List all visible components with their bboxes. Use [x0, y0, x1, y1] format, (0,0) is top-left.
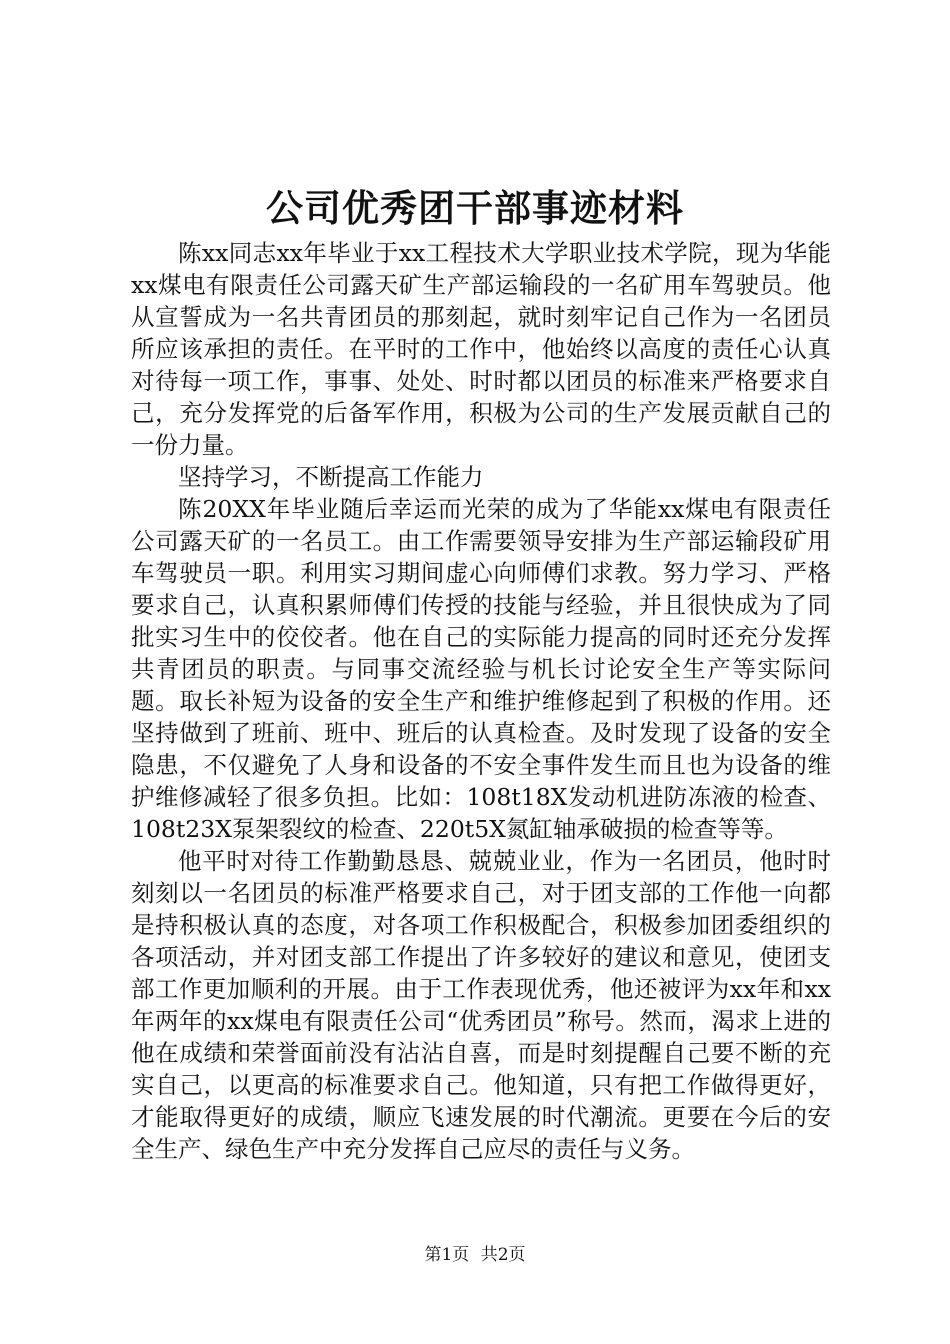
paragraph-intro: 陈xx同志xx年毕业于xx工程技术大学职业技术学院，现为华能xx煤电有限责任公司露天矿生产部运输段的一名矿用车驾驶员。他从宣誓成为一名共青团员的那刻起，就时刻牢记自己作为一名团员所应该承担的责任。在平时的工作中，他始终以高度的责任心认真对待每一项工作，事事、处处、时时都以团员的标准来严格要求自己，充分发挥党的后备军作用，积极为公司的生产发展贡献自己的一份力量。	[131, 239, 831, 459]
page-number: 第1页	[424, 1245, 470, 1265]
section-heading: 坚持学习，不断提高工作能力	[178, 463, 484, 491]
page-total: 共2页	[480, 1245, 526, 1265]
paragraph-attitude: 他平时对待工作勤勤恳恳、兢兢业业，作为一名团员，他时时刻刻以一名团员的标准严格要求自己，对于团支部的工作他一向都是持积极认真的态度，对各项工作积极配合，积极参加团委组织的各项活动，并对团支部工作提出了许多较好的建议和意见，使团支部工作更加顺利的开展。由于工作表现优秀，他还被评为xx年和xx年两年的xx煤电有限责任公司“优秀团员”称号。然而，渴求上进的他在成绩和荣誉面前没有沾沾自喜，而是时刻提醒自己要不断的充实自己，以更高的标准要求自己。他知道，只有把工作做得更好，才能取得更好的成绩，顺应飞速发展的时代潮流。更要在今后的安全生产、绿色生产中充分发挥自己应尽的责任与义务。	[131, 847, 831, 1163]
paragraph-learning: 陈20XX年毕业随后幸运而光荣的成为了华能xx煤电有限责任公司露天矿的一名员工。由工作需要领导安排为生产部运输段矿用车驾驶员一职。利用实习期间虚心向师傅们求教。努力学习、严格要求自己，认真积累师傅们传授的技能与经验，并且很快成为了同批实习生中的佼佼者。他在自己的实际能力提高的同时还充分发挥共青团员的职责。与同事交流经验与机长讨论安全生产等实际问题。取长补短为设备的安全生产和维护维修起到了积极的作用。还坚持做到了班前、班中、班后的认真检查。及时发现了设备的安全隐患，不仅避免了人身和设备的不安全事件发生而且也为设备的维护维修减轻了很多负担。比如：108t18X发动机进防冻液的检查、108t23X泵架裂纹的检查、220t5X氮缸轴承破损的检查等等。	[131, 495, 831, 843]
document-body	[131, 237, 831, 1165]
page-footer	[0, 1243, 950, 1267]
document-title: 公司优秀团干部事迹材料	[266, 186, 684, 230]
